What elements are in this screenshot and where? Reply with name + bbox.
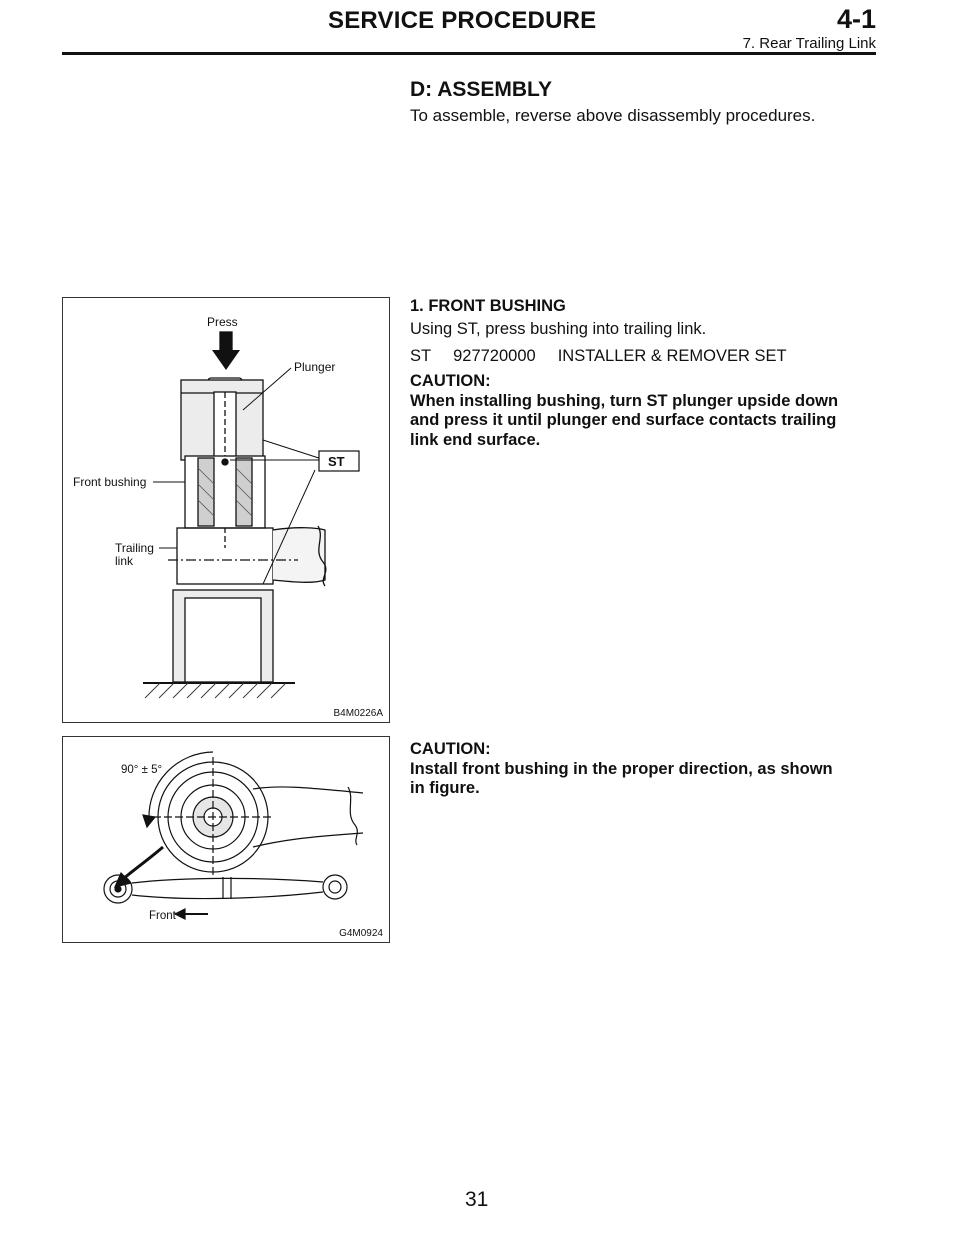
- caution-line: When installing bushing, turn ST plunger upside down: [410, 391, 839, 410]
- st-name: INSTALLER & REMOVER SET: [557, 347, 787, 365]
- section-title: SERVICE PROCEDURE: [328, 7, 597, 34]
- caution-block: [410, 372, 880, 450]
- caution-label: CAUTION:: [410, 372, 491, 390]
- label-trailing: Trailing: [115, 541, 154, 555]
- st-number: 927720000: [453, 347, 536, 365]
- assembly-heading: D: ASSEMBLY: [410, 78, 552, 101]
- label-front-bushing: Front bushing: [73, 475, 147, 489]
- front-bushing-text: Using ST, press bushing into trailing link.: [410, 320, 707, 338]
- rotation-arrow: [123, 847, 163, 879]
- caution-block-2: [410, 740, 880, 799]
- label-angle: 90° ± 5°: [121, 764, 163, 776]
- label-front: Front: [149, 910, 176, 922]
- figure-code: B4M0226A: [333, 708, 383, 719]
- section-subtitle: 7. Rear Trailing Link: [742, 35, 876, 52]
- caution-label: CAUTION:: [410, 740, 491, 758]
- front-bushing-heading: 1. FRONT BUSHING: [410, 297, 566, 315]
- special-tool-line: [410, 347, 880, 366]
- label-link: link: [115, 554, 134, 568]
- press-diagram-drawing: [63, 298, 389, 722]
- header-rule: [62, 52, 876, 55]
- arm-upper-edge: [253, 787, 363, 793]
- assembly-text: To assemble, reverse above disassembly procedures.: [410, 106, 816, 125]
- st-label: ST: [410, 347, 432, 365]
- chapter-number: 4-1: [836, 4, 876, 34]
- label-press: Press: [207, 315, 238, 329]
- label-plunger: Plunger: [294, 360, 336, 374]
- caution-line: Install front bushing in the proper direction, as shown: [410, 759, 833, 778]
- label-st: ST: [328, 454, 345, 469]
- link-rear-eye: [323, 875, 347, 899]
- page-number: 31: [465, 1188, 489, 1211]
- figure-press-diagram: [62, 297, 390, 723]
- plunger-tip-dot: [222, 459, 228, 465]
- caution-line: and press it until plunger end surface contacts trailing: [410, 411, 837, 429]
- caution-line: in figure.: [410, 779, 480, 797]
- press-arrow-shaft: [220, 332, 232, 350]
- press-arrow-head: [212, 350, 240, 370]
- arm-lower-edge: [253, 833, 363, 847]
- orientation-diagram-drawing: [63, 737, 389, 942]
- figure-code: G4M0924: [339, 928, 383, 939]
- caution-line: link end surface.: [410, 430, 541, 449]
- bushing-body: [185, 456, 265, 528]
- figure-orientation-diagram: [62, 736, 390, 943]
